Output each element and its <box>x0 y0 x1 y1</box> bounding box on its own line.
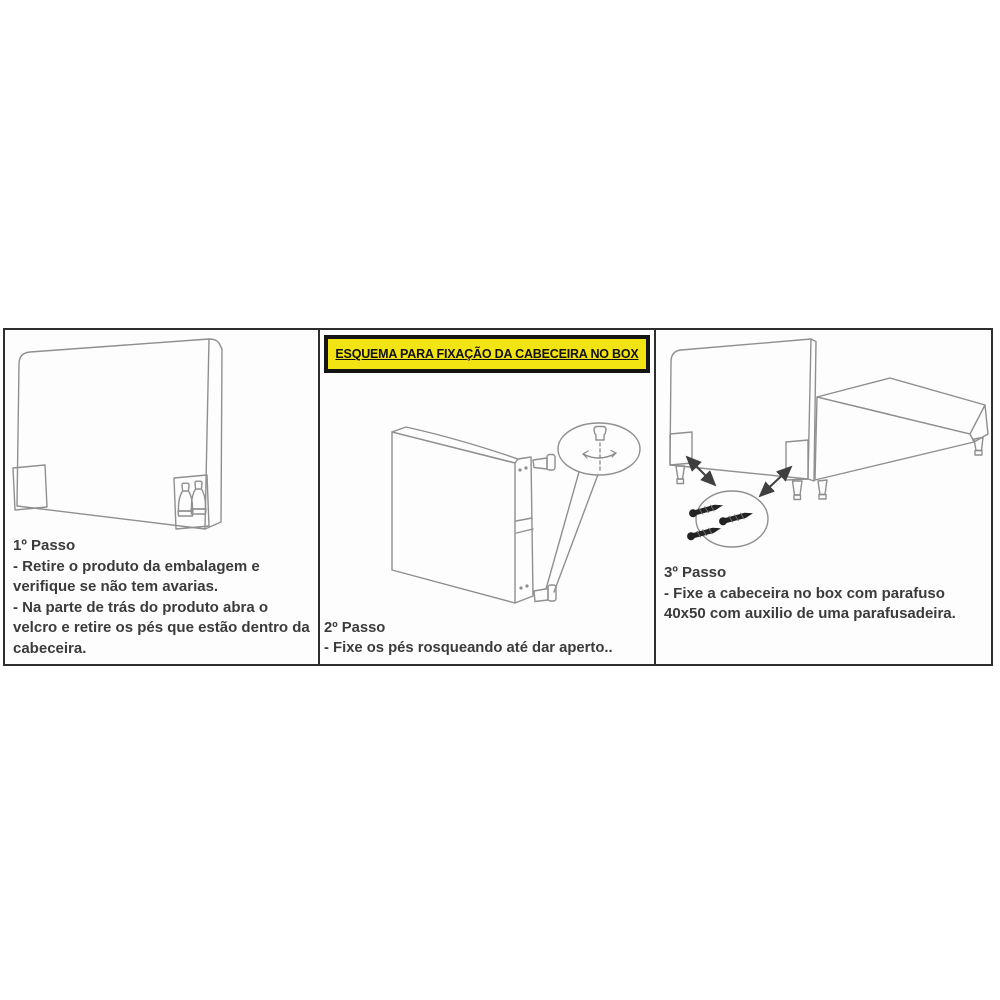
center-mounting-tab <box>786 440 808 480</box>
arrow-left-tab <box>687 457 715 485</box>
headboard-front-face <box>670 339 811 479</box>
arrow-center-tab <box>760 467 791 496</box>
step-1-instruction-1: - Retire o produto da embalagem e verifique se não tem avarias. <box>13 557 260 596</box>
detail-circle <box>558 423 640 475</box>
step-2-instruction-1: - Fixe os pés rosqueando até dar aperto.. <box>324 640 613 657</box>
step-1-instruction-2: - Na parte de trás do produto abra o velcro e retire os pés que estão dentro da cabeceira. <box>13 598 310 657</box>
bottom-foot-icon <box>534 585 556 602</box>
panel-step-1 <box>5 330 320 664</box>
headboard-foot-icon <box>793 481 803 500</box>
box-front-face <box>815 397 974 480</box>
panel-step-2 <box>320 330 656 664</box>
screw-in-foot-icon <box>594 427 606 473</box>
fixation-arrows <box>687 457 791 496</box>
box-leg-icon <box>818 480 827 499</box>
step-3-text-block <box>664 563 984 625</box>
assembly-instruction-sheet <box>3 328 993 666</box>
banner-title: ESQUEMA PARA FIXAÇÃO DA CABECEIRA NO BOX <box>335 347 639 361</box>
detail-connector-lines <box>546 472 598 592</box>
top-foot-icon <box>533 455 555 471</box>
step-3-title: 3º Passo <box>664 564 727 581</box>
step-2-title: 2º Passo <box>324 620 386 636</box>
step-1-title: 1º Passo <box>13 537 76 554</box>
headboard-top-face <box>392 427 518 463</box>
stored-foot-icon <box>191 481 206 514</box>
headboard-foot-screwing-illustration <box>320 330 654 662</box>
step-2-text-block <box>324 618 654 659</box>
box-top-face <box>817 378 985 434</box>
fixation-scheme-banner <box>324 335 650 373</box>
step-1-text-block <box>13 536 315 660</box>
side-slot <box>516 518 533 533</box>
panel-step-3 <box>656 330 991 664</box>
headboard-front-face <box>392 432 515 603</box>
headboard-foot-icon <box>676 466 685 484</box>
headboard-front-face <box>17 339 209 529</box>
step-3-instruction-1: - Fixe a cabeceira no box com parafuso 40x50 com auxilio de uma parafusadeira. <box>664 584 956 623</box>
